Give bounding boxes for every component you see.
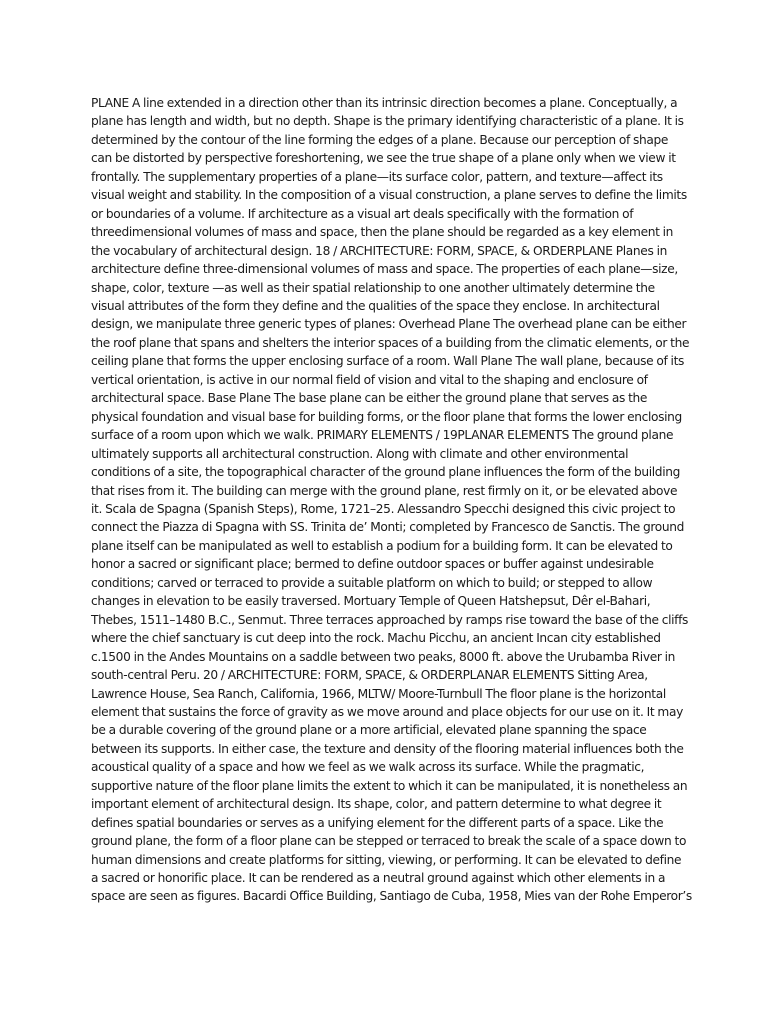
text-line: ceiling plane that forms the upper enclosing surface of a room. Wall Plane The wall plane, because of its [91, 354, 684, 369]
text-line: c.1500 in the Andes Mountains on a saddle between two peaks, 8000 ft. above the Urubamba River in [91, 649, 676, 664]
text-line: conditions; carved or terraced to provide a suitable platform on which to build; or stepped to allow [91, 575, 653, 590]
text-line: element that sustains the force of gravity as we move around and place objects for our use on it. It may [91, 704, 683, 719]
text-line: between its supports. In either case, the texture and density of the flooring material influences both the [91, 741, 684, 756]
text-line: changes in elevation to be easily traversed. Mortuary Temple of Queen Hatshepsut, Dêr el-Bahari, [91, 594, 651, 609]
text-line: the vocabulary of architectural design. 18 / ARCHITECTURE: FORM, SPACE, & ORDERPLANE Planes in [91, 243, 667, 258]
text-line: supportive nature of the floor plane limits the extent to which it can be manipulated, it is nonetheless an [91, 778, 688, 793]
text-line: plane has length and width, but no depth. Shape is the primary identifying characteristic of a plane. It is [91, 114, 684, 129]
text-line: space are seen as figures. Bacardi Office Building, Santiago de Cuba, 1958, Mies van der Rohe Emperor’s [91, 889, 692, 904]
text-line: where the chief sanctuary is cut deep into the rock. Machu Picchu, an ancient Incan city established [91, 631, 661, 646]
text-line: defines spatial boundaries or serves as a unifying element for the different parts of a space. Like the [91, 815, 664, 830]
text-line: a sacred or honorific place. It can be rendered as a neutral ground against which other elements in a [91, 871, 666, 886]
text-line: human dimensions and create platforms for sitting, viewing, or performing. It can be elevated to define [91, 852, 682, 867]
text-line: frontally. The supplementary properties of a plane—its surface color, pattern, and texture—affect its [91, 169, 663, 184]
text-line: that rises from it. The building can merge with the ground plane, rest firmly on it, or be elevated above [91, 483, 678, 498]
text-line: ultimately supports all architectural construction. Along with climate and other environmental [91, 446, 629, 461]
text-line: Thebes, 1511–1480 B.C., Senmut. Three terraces approached by ramps rise toward the base of the cliffs [91, 612, 689, 627]
text-line: conditions of a site, the topographical character of the ground plane influences the form of the building [91, 465, 680, 480]
text-line: acoustical quality of a space and how we feel as we walk across its surface. While the pragmatic, [91, 760, 645, 775]
text-line: connect the Piazza di Spagna with SS. Trinita de’ Monti; completed by Francesco de Sanctis. The ground [91, 520, 685, 535]
text-line: design, we manipulate three generic types of planes: Overhead Plane The overhead plane can be either [91, 317, 687, 332]
text-line: ground plane, the form of a floor plane can be stepped or terraced to break the scale of a space down to [91, 834, 687, 849]
text-line: or boundaries of a volume. If architecture as a visual art deals specifically with the formation of [91, 206, 634, 221]
text-line: surface of a room upon which we walk. PRIMARY ELEMENTS / 19PLANAR ELEMENTS The ground plane [91, 428, 674, 443]
text-line: important element of architectural design. Its shape, color, and pattern determine to what degree it [91, 797, 662, 812]
text-line: Lawrence House, Sea Ranch, California, 1966, MLTW/ Moore-Turnbull The floor plane is the horizontal [91, 686, 666, 701]
text-line: south-central Peru. 20 / ARCHITECTURE: FORM, SPACE, & ORDERPLANAR ELEMENTS Sitting Area, [91, 668, 648, 683]
text-line: the roof plane that spans and shelters the interior spaces of a building from the climatic elements, or the [91, 335, 690, 350]
text-line: can be distorted by perspective foreshortening, we see the true shape of a plane only when we view it [91, 151, 676, 166]
text-line: architectural space. Base Plane The base plane can be either the ground plane that serves as the [91, 391, 648, 406]
text-line: honor a sacred or significant place; bermed to define outdoor spaces or buffer against undesirable [91, 557, 654, 572]
text-line: threedimensional volumes of mass and space, then the plane should be regarded as a key element in [91, 225, 674, 240]
text-line: PLANE A line extended in a direction other than its intrinsic direction becomes a plane. Conceptually, a [91, 96, 678, 110]
text-line: vertical orientation, is active in our normal field of vision and vital to the shaping and enclosure of [91, 372, 648, 387]
body-text [91, 94, 691, 906]
text-line: be a durable covering of the ground plane or a more artificial, elevated plane spanning the space [91, 723, 647, 738]
text-line: visual weight and stability. In the composition of a visual construction, a plane serves to define the limits [91, 188, 687, 203]
text-line: physical foundation and visual base for building forms, or the floor plane that forms the lower enclosing [91, 409, 682, 424]
text-line: shape, color, texture —as well as their spatial relationship to one another ultimately determine the [91, 280, 655, 295]
text-line: architecture define three-dimensional volumes of mass and space. The properties of each plane—size, [91, 262, 678, 277]
text-line: it. Scala de Spagna (Spanish Steps), Rome, 1721–25. Alessandro Specchi designed this civic project to [91, 501, 676, 516]
text-line: determined by the contour of the line forming the edges of a plane. Because our perception of shape [91, 132, 669, 147]
text-line: plane itself can be manipulated as well to establish a podium for a building form. It can be elevated to [91, 538, 673, 553]
text-line: visual attributes of the form they define and the qualities of the space they enclose. In architectural [91, 298, 660, 313]
